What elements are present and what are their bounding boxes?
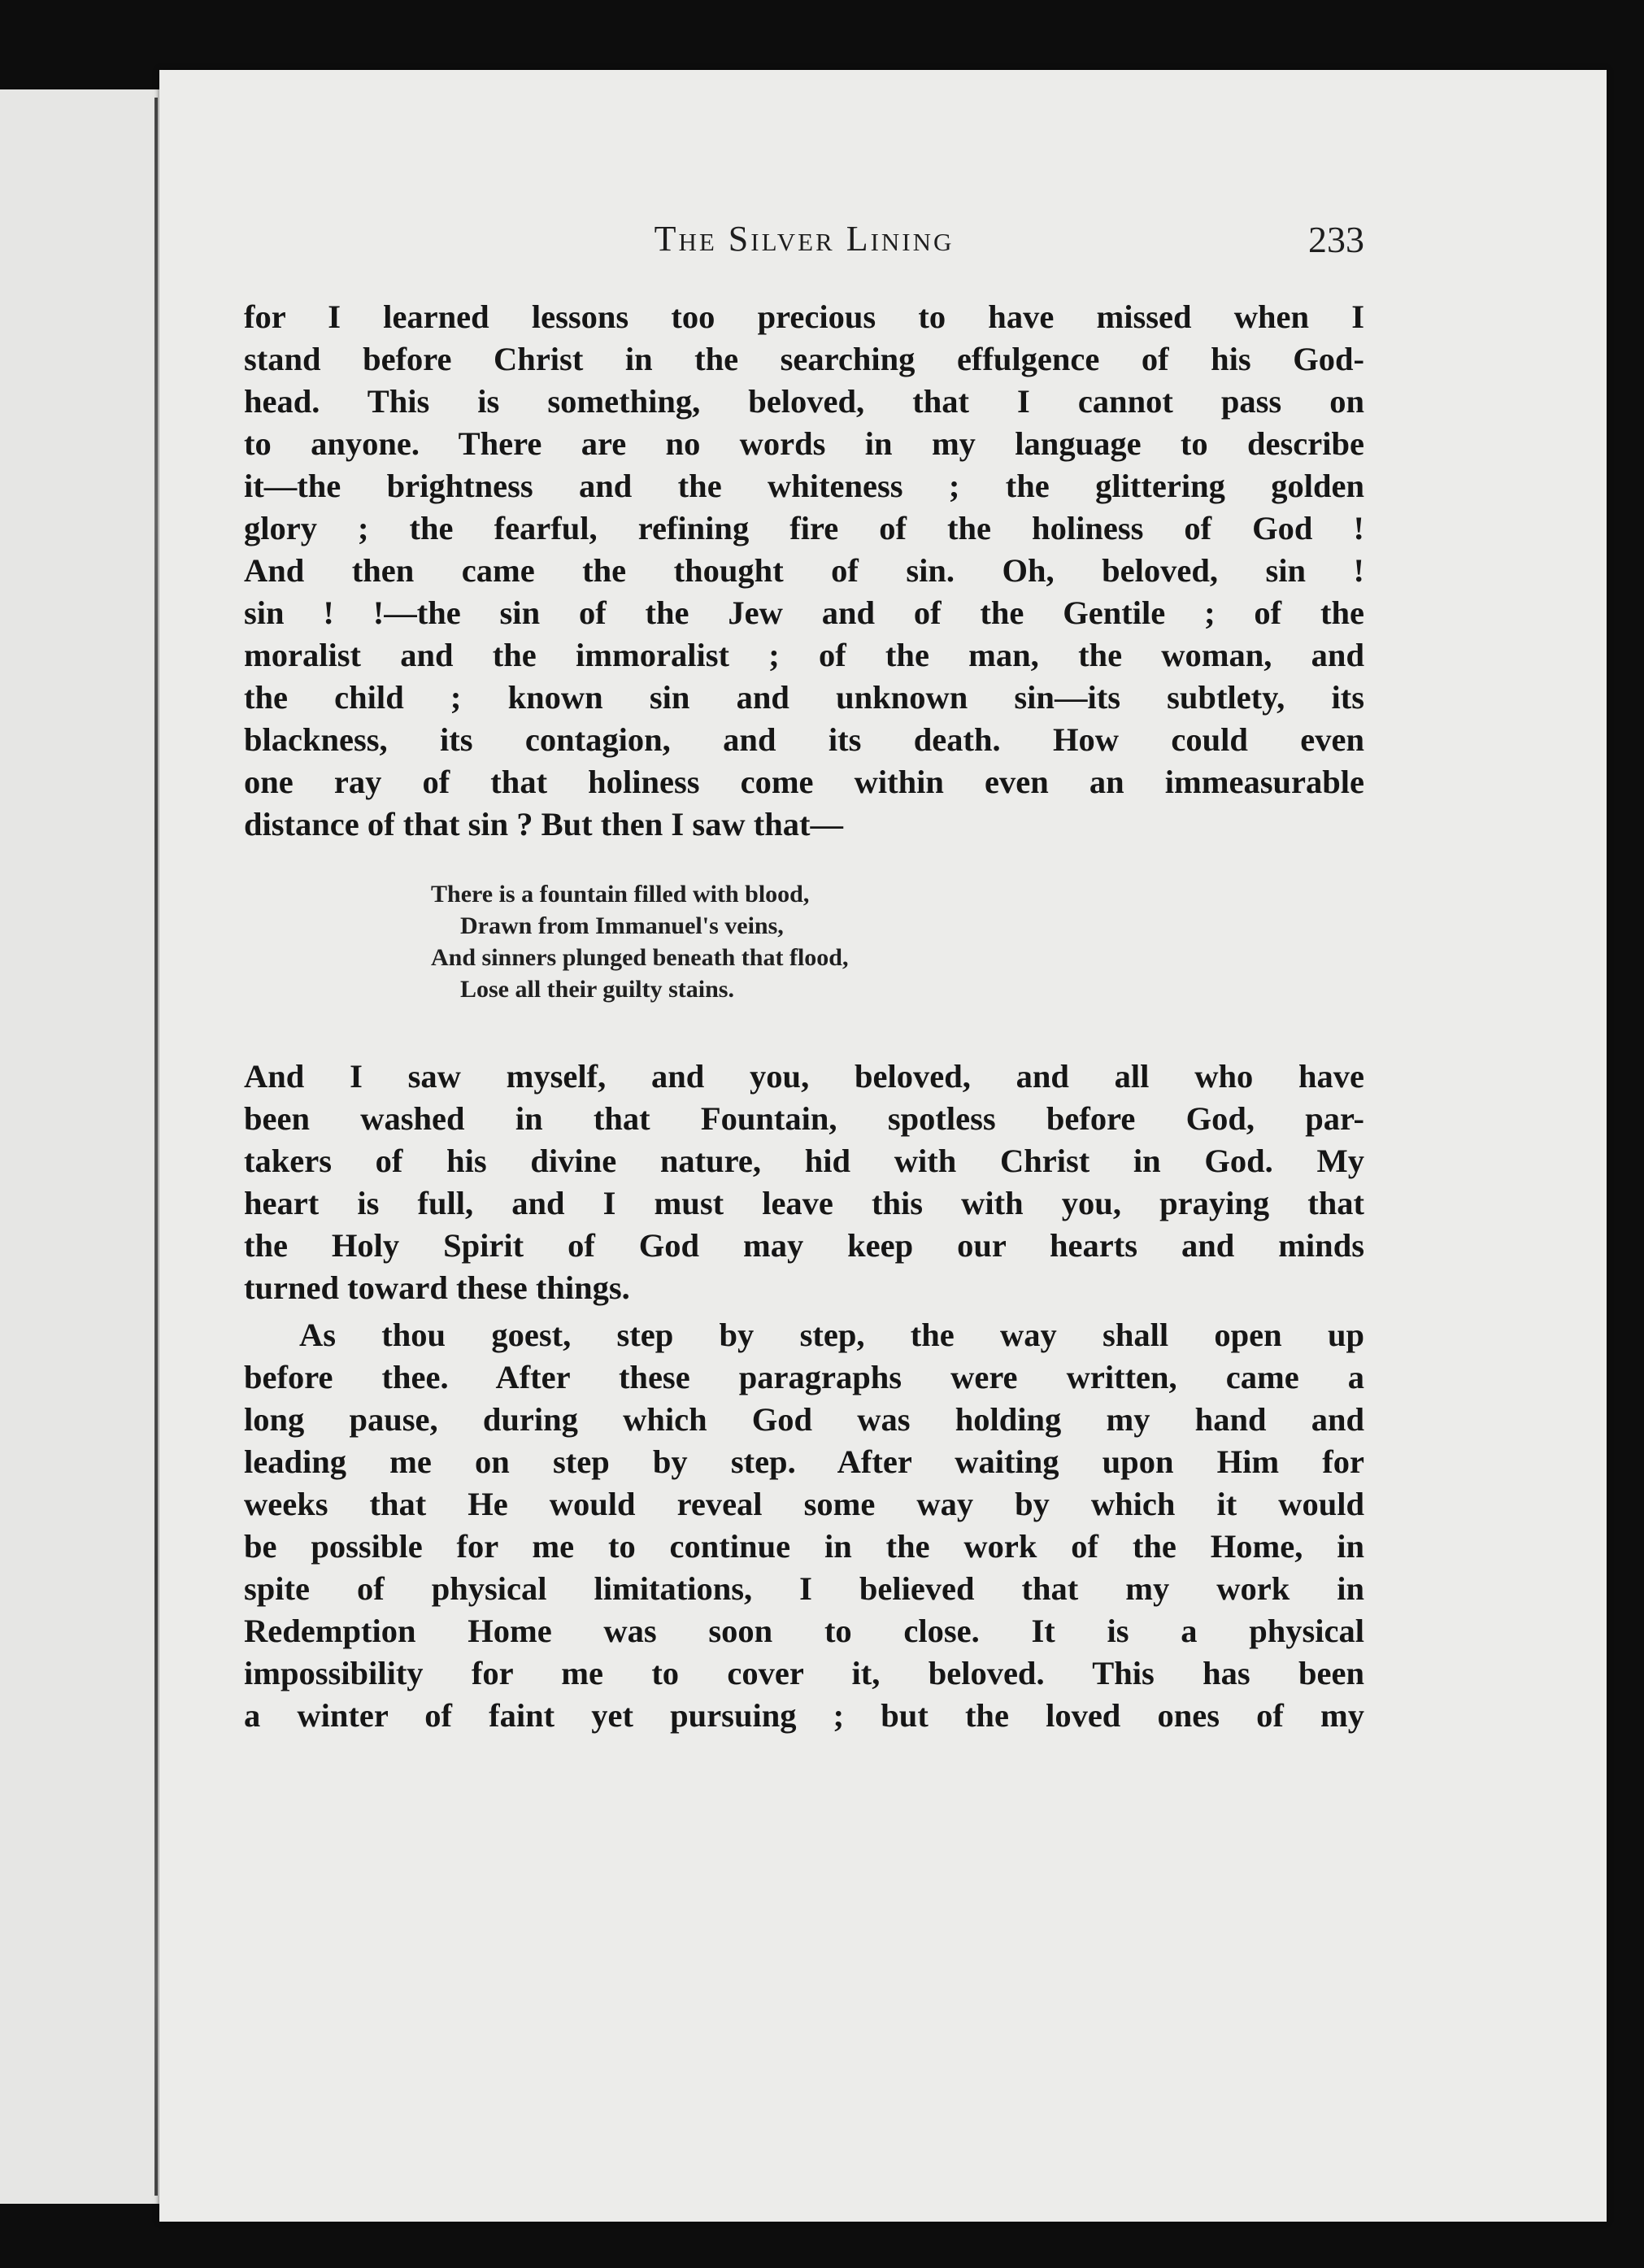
text-line: been washed in that Fountain, spotless before God, par- bbox=[244, 1100, 1364, 1137]
text-line: before thee. After these paragraphs were written, came a bbox=[244, 1359, 1364, 1395]
body-text bbox=[244, 296, 1364, 1737]
poem-line: Lose all their guilty stains. bbox=[460, 976, 734, 1003]
poem-line: And sinners plunged beneath that flood, bbox=[431, 944, 849, 971]
text-line: long pause, during which God was holding my hand and bbox=[244, 1401, 1364, 1438]
text-line: Redemption Home was soon to close. It is a physical bbox=[244, 1613, 1364, 1649]
page-header bbox=[244, 218, 1364, 283]
text-line: And I saw myself, and you, beloved, and all who have bbox=[244, 1058, 1364, 1095]
text-line: takers of his divine nature, hid with Christ in God. My bbox=[244, 1143, 1364, 1179]
poem-line: There is a fountain filled with blood, bbox=[431, 881, 810, 908]
text-line: stand before Christ in the searching effulgence of his God- bbox=[244, 341, 1364, 377]
text-line: distance of that sin ? But then I saw that— bbox=[244, 806, 843, 842]
text-line: And then came the thought of sin. Oh, beloved, sin ! bbox=[244, 552, 1364, 589]
text-line: leading me on step by step. After waiting upon Him for bbox=[244, 1443, 1364, 1480]
running-title: The Silver Lining bbox=[654, 219, 955, 259]
text-line: be possible for me to continue in the work of the Home, in bbox=[244, 1528, 1364, 1565]
text-line: As thou goest, step by step, the way shall open up bbox=[299, 1317, 1364, 1353]
text-line: impossibility for me to cover it, beloved. This has been bbox=[244, 1655, 1364, 1691]
text-line: for I learned lessons too precious to have missed when I bbox=[244, 298, 1364, 335]
text-line: glory ; the fearful, refining fire of the holiness of God ! bbox=[244, 510, 1364, 546]
hymn-quotation bbox=[431, 878, 1364, 1005]
page-number: 233 bbox=[1308, 219, 1364, 260]
text-line: head. This is something, beloved, that I cannot pass on bbox=[244, 383, 1364, 420]
text-line: heart is full, and I must leave this with you, praying that bbox=[244, 1185, 1364, 1221]
poem-line: Drawn from Immanuel's veins, bbox=[460, 912, 784, 939]
text-line: a winter of faint yet pursuing ; but the loved ones of my bbox=[244, 1697, 1364, 1734]
binding-gutter bbox=[154, 98, 158, 2196]
text-line: moralist and the immoralist ; of the man, the woman, and bbox=[244, 637, 1364, 673]
text-line: to anyone. There are no words in my language to describe bbox=[244, 425, 1364, 462]
text-line: blackness, its contagion, and its death. How could even bbox=[244, 721, 1364, 758]
text-line: it—the brightness and the whiteness ; the glittering golden bbox=[244, 468, 1364, 504]
text-line: spite of physical limitations, I believed that my work in bbox=[244, 1570, 1364, 1607]
facing-page-edge bbox=[0, 89, 163, 2204]
text-line: the child ; known sin and unknown sin—its subtlety, its bbox=[244, 679, 1364, 716]
text-line: turned toward these things. bbox=[244, 1269, 630, 1306]
paragraph-2 bbox=[244, 1056, 1364, 1309]
paragraph-3 bbox=[244, 1314, 1364, 1737]
text-line: weeks that He would reveal some way by which it would bbox=[244, 1486, 1364, 1522]
paragraph-1 bbox=[244, 296, 1364, 846]
text-line: one ray of that holiness come within even an immeasurable bbox=[244, 764, 1364, 800]
text-line: sin ! !—the sin of the Jew and of the Gentile ; of the bbox=[244, 594, 1364, 631]
text-line: the Holy Spirit of God may keep our hearts and minds bbox=[244, 1227, 1364, 1264]
